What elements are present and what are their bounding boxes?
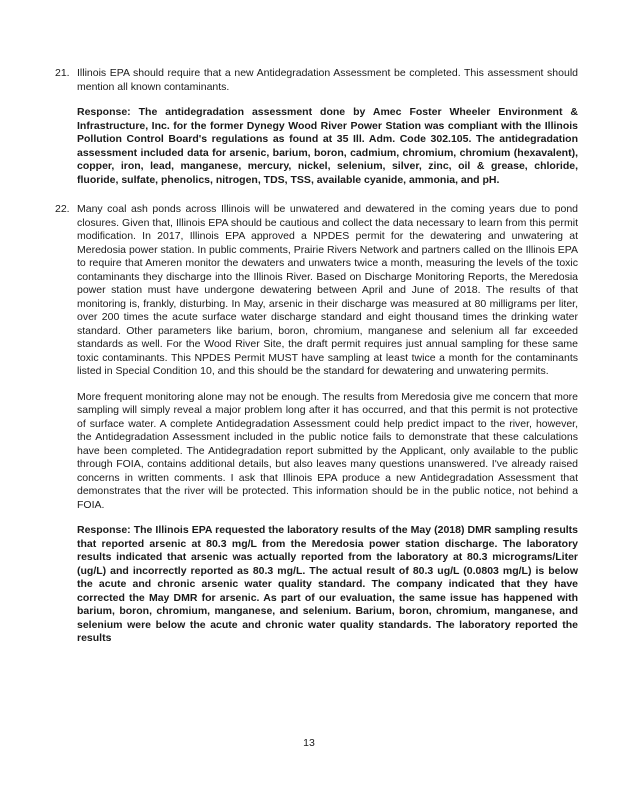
comment-paragraph: Illinois EPA should require that a new Antidegradation Assessment be completed. This assessment should mention all known contaminants. [77, 67, 578, 93]
response-paragraph [77, 106, 578, 187]
response-paragraph [77, 524, 578, 646]
response-label: Response: [77, 524, 131, 536]
item-body [77, 203, 578, 646]
comment-item-22 [55, 203, 578, 646]
response-text: The Illinois EPA requested the laboratory results of the May (2018) DMR sampling results that reported arsenic at 80.3 mg/L from the Meredosia power station discharge. The laboratory results indicated that arsenic was actually reported from the laboratory at 80.3 micrograms/Liter (ug/L) and incorrectly reported as 80.3 mg/L. The actual result of 80.3 ug/L (0.0803 mg/L) is below the acute and chronic arsenic water quality standard. The company indicated that they have corrected the May DMR for arsenic. As part of our evaluation, the same issue has happened with barium, boron, chromium, manganese, and selenium. Barium, boron, chromium, manganese, and selenium were below the acute and chronic water quality standards. The laboratory reported the results [77, 524, 578, 644]
page-number: 13 [303, 737, 315, 749]
item-body [77, 67, 578, 187]
item-number: 21. [55, 67, 70, 79]
comment-paragraph: More frequent monitoring alone may not be enough. The results from Meredosia give me concern that more sampling will simply reveal a major problem long after it has occurred, and that this permit is not protective of surface water. A complete Antidegradation Assessment could help predict impact to the river, however, the Antidegradation Assessment included in the public notice fails to demonstrate that these calculations have been completed. The Antidegradation report submitted by the Applicant, only available to the public through FOIA, contains additional details, but also leaves many questions unanswered. I've already raised concerns in written comments. I ask that Illinois EPA produce a new Antidegradation Assessment that demonstrates that the river will be protected. This information should be in the public notice, not behind a FOIA. [77, 390, 578, 511]
item-number: 22. [55, 203, 70, 215]
response-label: Response: [77, 106, 131, 118]
comment-paragraph: Many coal ash ponds across Illinois will be unwatered and dewatered in the coming years due to pond closures. Given that, Illinois EPA should be cautious and collect the data necessary to learn from this permit modification. In 2017, Illinois EPA approved a NPDES permit for the dewatering and unwatering at Meredosia power station. In public comments, Prairie Rivers Network and partners called on the Illinois EPA to require that Ameren monitor the dewaters and unwaters twice a month, measuring the levels of the toxic contaminants they discharge into the Illinois River. Based on Discharge Monitoring Reports, the Meredosia power station must have undergone dewatering between April and June of 2018. The results of that monitoring is, frankly, disturbing. In May, arsenic in their discharge was measured at 80 milligrams per liter, over 200 times the acute surface water discharge standard and eight thousand times the drinking water standard. Other parameters like barium, boron, chromium, manganese and selenium all far exceeded standards as well. For the Wood River Site, the draft permit requires just annual sampling for these same toxic contaminants. This NPDES Permit MUST have sampling at least twice a month for the contaminants listed in Special Condition 10, and this should be the standard for dewatering and unwatering permits. [77, 203, 578, 377]
comment-item-21 [55, 67, 578, 187]
response-text: The antidegradation assessment done by Amec Foster Wheeler Environment & Infrastructure, Inc. for the former Dynegy Wood River Power Station was compliant with the Illinois Pollution Control Board's regulations as found at 35 Ill. Adm. Code 302.105. The antidegradation assessment included data for arsenic, barium, boron, cadmium, chromium, chromium (hexavalent), copper, iron, lead, manganese, mercury, nickel, selenium, silver, zinc, oil & grease, chloride, fluoride, sulfate, phenolics, nitrogen, TDS, TSS, available cyanide, ammonia, and pH. [77, 106, 578, 186]
